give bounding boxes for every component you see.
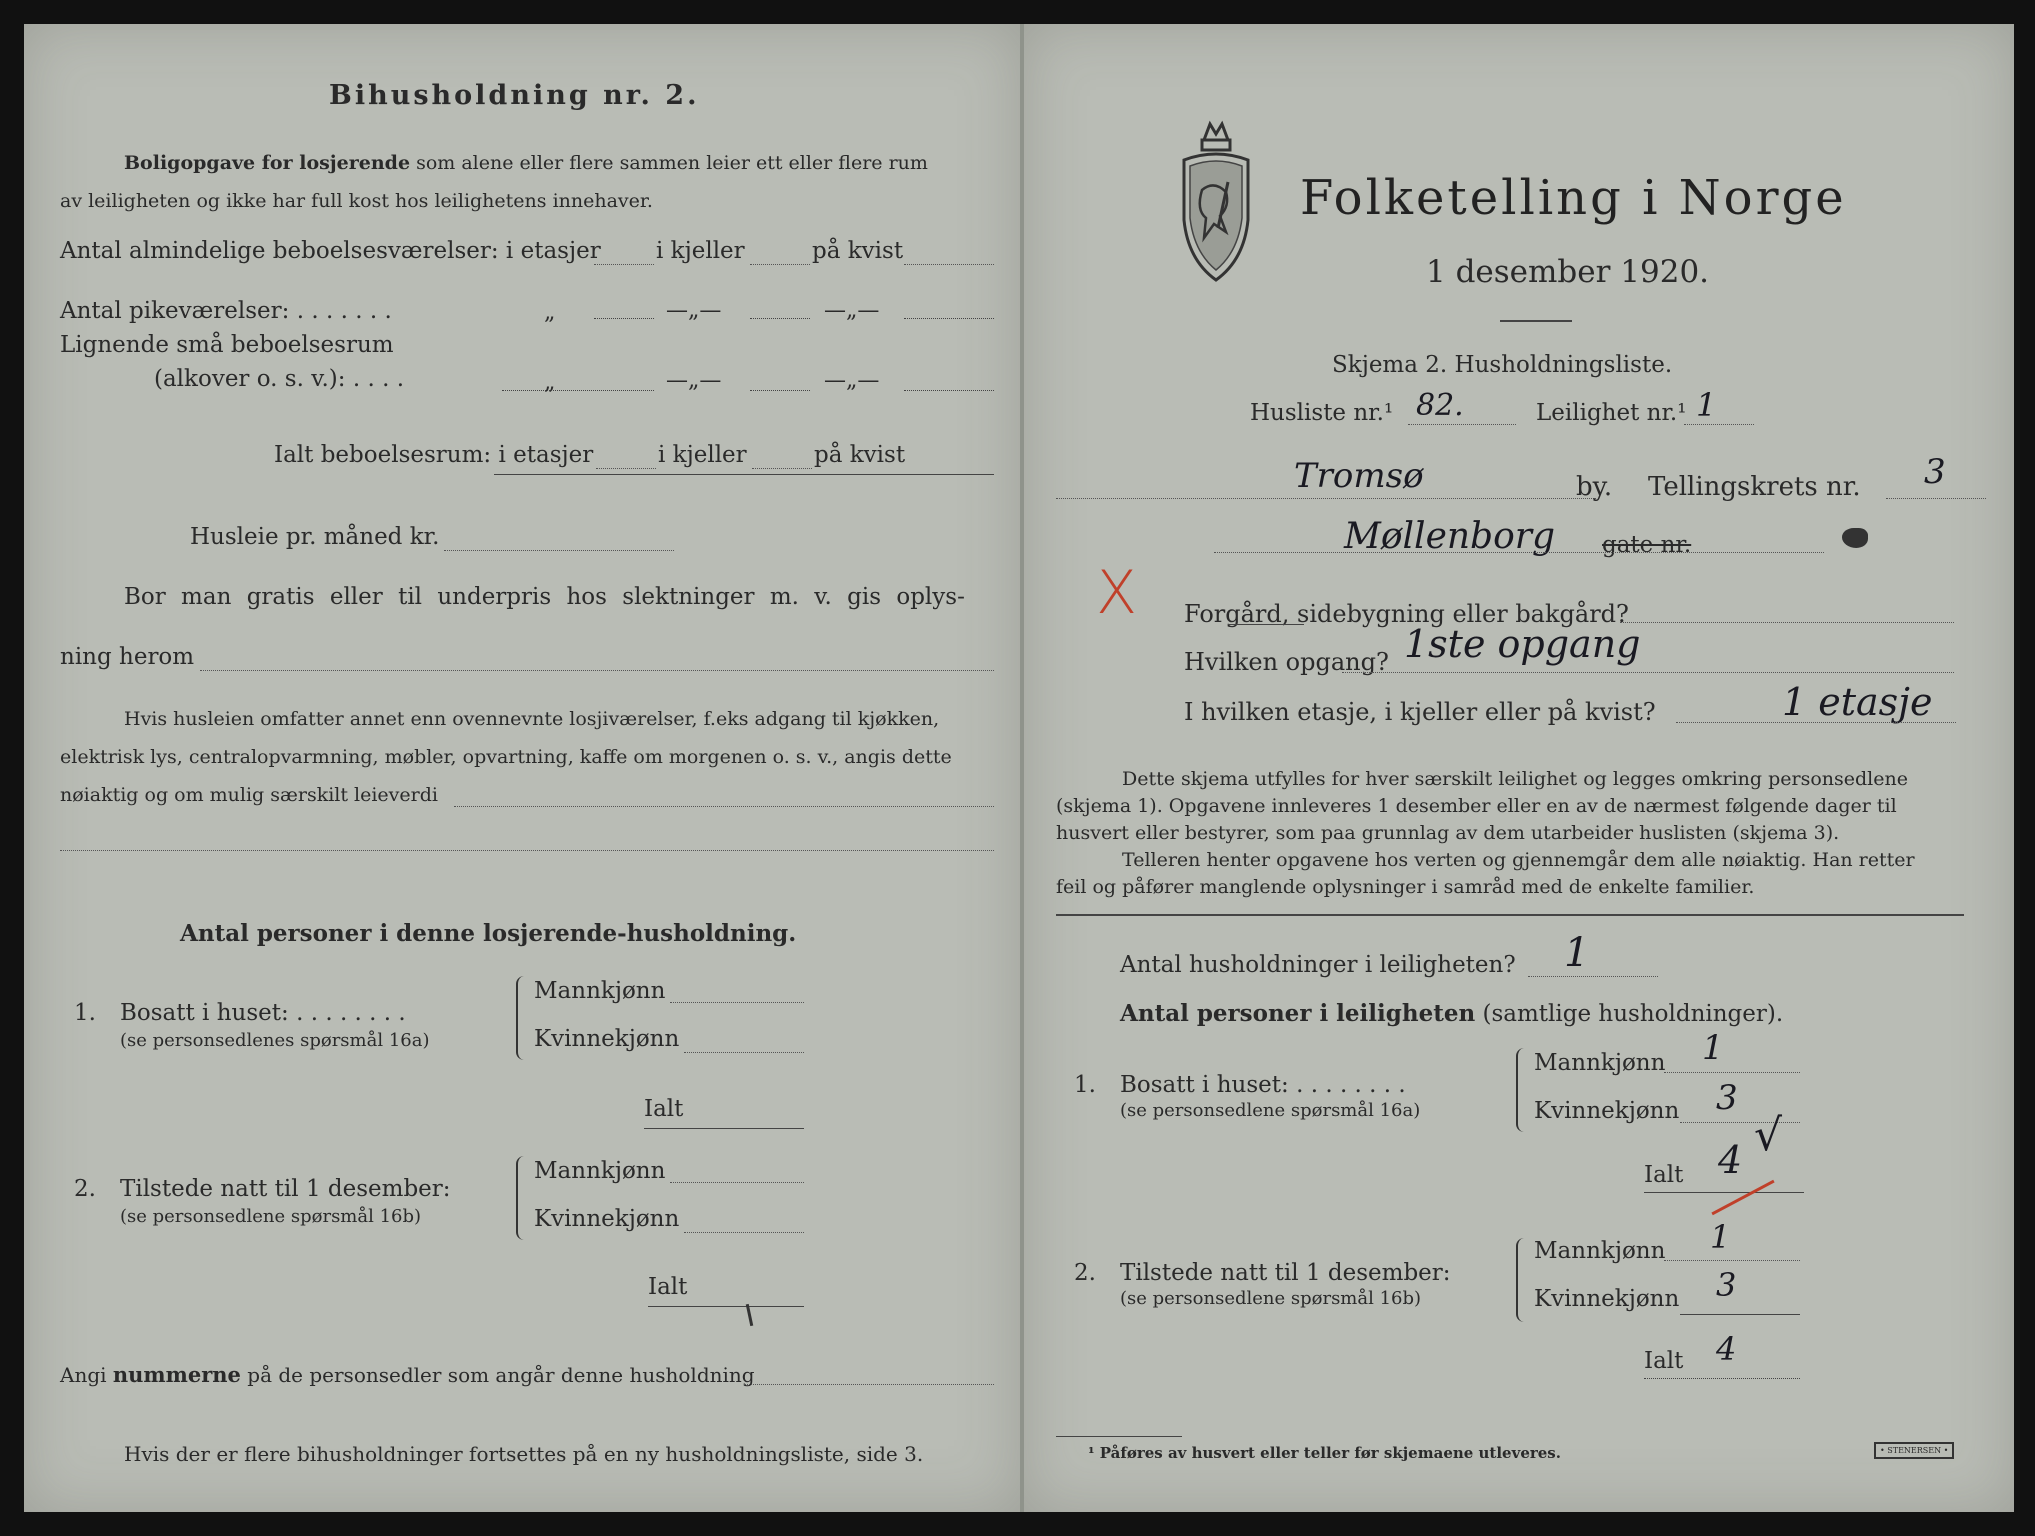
- hushold-field[interactable]: [1528, 976, 1658, 977]
- left-q1-kvinne-field[interactable]: [684, 1052, 804, 1053]
- antal-bold-right: Antal personer i leiligheten: [1120, 1000, 1476, 1027]
- lignende-label-2: (alkover o. s. v.): . . . .: [154, 366, 405, 392]
- left-q2-number: 2.: [74, 1176, 96, 1202]
- street-field[interactable]: [1214, 552, 1824, 553]
- by-label: by.: [1576, 472, 1613, 502]
- pike-kjeller-field[interactable]: [750, 318, 810, 319]
- left-q1-ialt-field[interactable]: [644, 1128, 804, 1129]
- husleie-label: Husleie pr. måned kr.: [190, 524, 440, 550]
- checkmark: √: [1754, 1110, 1783, 1161]
- leieverdi-field[interactable]: [454, 806, 994, 807]
- forgard-label: Forgård, sidebygning eller bakgård?: [1184, 600, 1629, 628]
- right-q2-mann-field[interactable]: [1664, 1260, 1800, 1261]
- left-title: Bihusholdning nr. 2.: [329, 80, 700, 111]
- instructions-line-2: (skjema 1). Opgavene innleveres 1 desember eller en av de nærmest følgende dager til: [1056, 795, 1897, 817]
- left-q2-kvinne-field[interactable]: [684, 1232, 804, 1233]
- right-title: Folketelling i Norge: [1300, 170, 1847, 226]
- etasje-label: I hvilken etasje, i kjeller eller på kvist?: [1184, 698, 1656, 726]
- skjema-label: Skjema 2. Husholdningsliste.: [1332, 352, 1673, 378]
- pike-etasjer-field[interactable]: [594, 318, 654, 319]
- lignende-dash-1: —„—: [666, 368, 722, 393]
- angi-line: [60, 1362, 755, 1387]
- opgang-value: 1ste opgang: [1404, 622, 1641, 666]
- angi-post: på de personsedler som angår denne husholdning: [247, 1363, 755, 1387]
- left-q2-mann-label: Mannkjønn: [534, 1158, 666, 1184]
- hushold-label: Antal husholdninger i leiligheten?: [1120, 952, 1516, 978]
- intro-line-1: [124, 152, 928, 174]
- ialt-etasjer-field[interactable]: [596, 468, 656, 469]
- right-q1-ialt-label: Ialt: [1644, 1162, 1684, 1188]
- lignende-label-1: Lignende små beboelsesrum: [60, 332, 394, 358]
- right-q2-kvinne-value: 3: [1716, 1266, 1737, 1304]
- etasje-value: 1 etasje: [1782, 680, 1933, 724]
- ialt-underline: [494, 474, 994, 475]
- left-q1-sub: (se personsedlenes spørsmål 16a): [120, 1030, 430, 1051]
- opgang-field[interactable]: [1342, 672, 1954, 673]
- antal-line-right: [1120, 1000, 1783, 1027]
- stray-pen-mark: [746, 1304, 754, 1326]
- pike-dash-2: —„—: [824, 298, 880, 323]
- right-q2-mann-label: Mannkjønn: [1534, 1238, 1666, 1264]
- pike-ditto-1: „: [544, 300, 556, 325]
- city-value: Tromsø: [1294, 456, 1424, 496]
- husliste-value: 82.: [1416, 388, 1464, 423]
- gratis-field[interactable]: [200, 670, 994, 671]
- left-q2-ialt-field[interactable]: [648, 1306, 804, 1307]
- ialt-kvist-label: på kvist: [814, 442, 906, 468]
- lignende-kvist-field[interactable]: [904, 390, 994, 391]
- right-q2-kvinne-label: Kvinnekjønn: [1534, 1286, 1680, 1312]
- intro-bold: Boligopgave for losjerende: [124, 152, 411, 174]
- lignende-etasjer-field[interactable]: [502, 390, 654, 391]
- rooms-kvist-label: på kvist: [812, 238, 904, 264]
- right-q2-kvinne-field[interactable]: [1680, 1314, 1800, 1315]
- left-page: [24, 24, 1020, 1512]
- lignende-ditto: „: [544, 370, 556, 395]
- opgang-label: Hvilken opgang?: [1184, 648, 1389, 676]
- omfatter-line-3: nøiaktig og om mulig særskilt leieverdi: [60, 784, 438, 806]
- left-q2-sub: (se personsedlene spørsmål 16b): [120, 1206, 422, 1227]
- right-q1-number: 1.: [1074, 1072, 1096, 1098]
- krets-value: 3: [1924, 452, 1946, 492]
- left-q2-label: Tilstede natt til 1 desember:: [120, 1176, 451, 1202]
- right-q1-mann-label: Mannkjønn: [1534, 1050, 1666, 1076]
- left-q2-ialt-label: Ialt: [648, 1274, 688, 1300]
- right-q2-ialt-label: Ialt: [1644, 1348, 1684, 1374]
- left-q2-brace: [516, 1156, 530, 1240]
- right-q1-mann-value: 1: [1702, 1028, 1724, 1068]
- angi-field[interactable]: [744, 1384, 994, 1385]
- right-q1-ialt-field[interactable]: [1644, 1192, 1804, 1193]
- city-field[interactable]: [1056, 498, 1596, 499]
- right-q1-mann-field[interactable]: [1664, 1072, 1800, 1073]
- right-q2-mann-value: 1: [1710, 1218, 1731, 1256]
- printer-stamp: • STENERSEN •: [1874, 1442, 1954, 1459]
- antal-heading-left: Antal personer i denne losjerende-husholdning.: [180, 920, 797, 947]
- norway-coat-of-arms-icon: [1174, 120, 1258, 290]
- etasje-field[interactable]: [1676, 722, 1956, 723]
- right-q2-brace: [1516, 1238, 1530, 1322]
- hushold-value: 1: [1564, 930, 1590, 976]
- pike-kvist-field[interactable]: [904, 318, 994, 319]
- husliste-label: Husliste nr.¹: [1250, 400, 1394, 426]
- right-q1-ialt-value: 4: [1718, 1138, 1743, 1182]
- angi-bold: nummerne: [112, 1362, 241, 1387]
- husliste-field[interactable]: [1408, 424, 1516, 425]
- red-x-mark: X: [1096, 558, 1138, 628]
- pike-label: Antal pikeværelser: . . . . . . .: [60, 298, 392, 324]
- leilighet-value: 1: [1696, 386, 1717, 424]
- ialt-kjeller-field[interactable]: [752, 468, 812, 469]
- instructions-line-5: feil og påfører manglende oplysninger i samråd med de enkelte familier.: [1056, 876, 1755, 898]
- footnote: ¹ Påføres av husvert eller teller før skjemaene utleveres.: [1088, 1444, 1561, 1462]
- right-q2-label: Tilstede natt til 1 desember:: [1120, 1260, 1451, 1286]
- left-q1-number: 1.: [74, 1000, 96, 1026]
- angi-pre: Angi: [60, 1363, 107, 1387]
- right-q1-kvinne-label: Kvinnekjønn: [1534, 1098, 1680, 1124]
- rooms-etasjer-field[interactable]: [594, 264, 654, 265]
- omfatter-line-2: elektrisk lys, centralopvarmning, møbler, opvartning, kaffe om morgenen o. s. v., angis dette: [60, 746, 952, 768]
- left-q1-kvinne-label: Kvinnekjønn: [534, 1026, 680, 1052]
- intro-rest: som alene eller flere sammen leier ett eller flere rum: [416, 152, 928, 174]
- title-rule: [1500, 320, 1572, 322]
- instructions-line-3: husvert eller bestyrer, som paa grunnlag av dem utarbeider huslisten (skjema 3).: [1056, 822, 1840, 844]
- krets-label: Tellingskrets nr.: [1648, 472, 1861, 502]
- ialt-rooms-label: Ialt beboelsesrum: i etasjer: [274, 442, 594, 468]
- gratis-line-1: Bor man gratis eller til underpris hos slektninger m. v. gis oplys-: [124, 584, 965, 610]
- footnote-rule: [1056, 1436, 1182, 1437]
- instructions-line-4: Telleren henter opgavene hos verten og gjennemgår dem alle nøiaktig. Han retter: [1122, 849, 1915, 871]
- right-q1-label: Bosatt i huset: . . . . . . . .: [1120, 1072, 1406, 1098]
- rooms-kjeller-field[interactable]: [750, 264, 810, 265]
- krets-field[interactable]: [1886, 498, 1986, 499]
- instructions-line-1: Dette skjema utfylles for hver særskilt leilighet og legges omkring personsedlene: [1122, 768, 1908, 790]
- right-q2-number: 2.: [1074, 1260, 1096, 1286]
- leilighet-field[interactable]: [1684, 424, 1754, 425]
- right-q2-ialt-value: 4: [1716, 1330, 1737, 1368]
- right-q1-brace: [1516, 1048, 1530, 1132]
- pike-dash-1: —„—: [666, 298, 722, 323]
- leilighet-label: Leilighet nr.¹: [1536, 400, 1687, 426]
- ialt-kjeller-label: i kjeller: [658, 442, 747, 468]
- antal-rest-right: (samtlige husholdninger).: [1482, 1001, 1784, 1027]
- right-q1-kvinne-value: 3: [1716, 1078, 1738, 1118]
- right-q2-sub: (se personsedlene spørsmål 16b): [1120, 1288, 1422, 1309]
- left-q1-label: Bosatt i huset: . . . . . . . .: [120, 1000, 406, 1026]
- gratis-line-2: ning herom: [60, 644, 195, 670]
- left-footer: Hvis der er flere bihusholdninger fortsettes på en ny husholdningsliste, side 3.: [124, 1442, 924, 1466]
- left-q1-mann-label: Mannkjønn: [534, 978, 666, 1004]
- right-page: [1024, 24, 2014, 1512]
- rooms-label: Antal almindelige beboelsesværelser: i etasjer: [60, 238, 601, 264]
- ink-blot: [1842, 528, 1868, 548]
- left-q1-mann-field[interactable]: [670, 1002, 804, 1003]
- left-q2-mann-field[interactable]: [670, 1182, 804, 1183]
- omfatter-line-1: Hvis husleien omfatter annet enn ovennevnte losjiværelser, f.eks adgang til kjøkken,: [124, 708, 940, 730]
- lignende-dash-2: —„—: [824, 368, 880, 393]
- instructions-rule: [1056, 914, 1964, 916]
- left-q2-kvinne-label: Kvinnekjønn: [534, 1206, 680, 1232]
- census-date: 1 desember 1920.: [1426, 254, 1710, 290]
- left-q1-brace: [516, 976, 530, 1060]
- left-q1-ialt-label: Ialt: [644, 1096, 684, 1122]
- husleie-field[interactable]: [444, 550, 674, 551]
- red-correction-mark: [1711, 1180, 1774, 1216]
- rooms-kjeller-label: i kjeller: [656, 238, 745, 264]
- rooms-kvist-field[interactable]: [904, 264, 994, 265]
- lignende-kjeller-field[interactable]: [750, 390, 810, 391]
- forgard-underline: [1228, 624, 1304, 625]
- right-q1-sub: (se personsedlene spørsmål 16a): [1120, 1100, 1421, 1121]
- forgard-field[interactable]: [1620, 622, 1954, 623]
- gate-nr-label: gate nr.: [1602, 532, 1692, 558]
- intro-line-2: av leiligheten og ikke har full kost hos leilighetens innehaver.: [60, 190, 653, 212]
- street-value: Møllenborg: [1344, 516, 1556, 557]
- leieverdi-field-2[interactable]: [60, 850, 994, 851]
- right-q2-ialt-field[interactable]: [1644, 1378, 1800, 1379]
